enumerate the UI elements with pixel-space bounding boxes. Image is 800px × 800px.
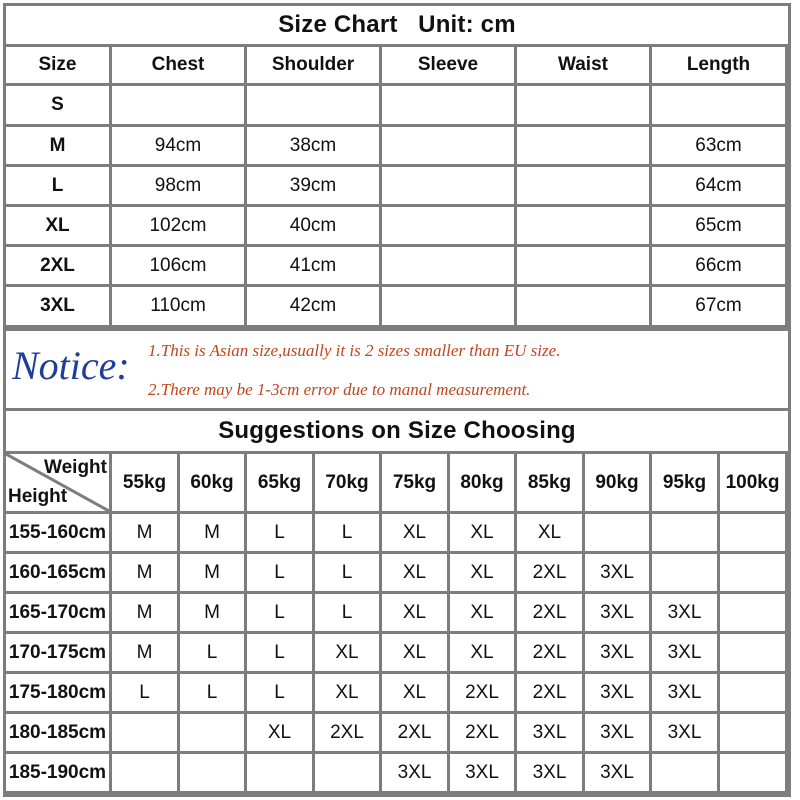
- size-value-cell: 94cm: [112, 127, 244, 164]
- suggested-size-cell: [180, 714, 244, 751]
- suggested-size-cell: 3XL: [517, 714, 582, 751]
- size-label-cell: 3XL: [6, 287, 109, 325]
- size-value-cell: [112, 86, 244, 124]
- size-header-2: Shoulder: [247, 47, 379, 83]
- suggested-size-cell: 3XL: [517, 754, 582, 791]
- size-value-cell: [517, 127, 649, 164]
- suggested-size-cell: [112, 714, 177, 751]
- suggested-size-cell: XL: [382, 554, 447, 591]
- size-value-cell: 102cm: [112, 207, 244, 244]
- height-range-cell: 185-190cm: [6, 754, 109, 791]
- size-header-0: Size: [6, 47, 109, 83]
- suggested-size-cell: L: [180, 634, 244, 671]
- suggested-size-cell: XL: [382, 514, 447, 551]
- suggested-size-cell: 3XL: [585, 634, 649, 671]
- suggested-size-cell: 3XL: [585, 554, 649, 591]
- size-value-cell: 63cm: [652, 127, 785, 164]
- suggested-size-cell: [720, 554, 785, 591]
- suggested-size-cell: 3XL: [652, 714, 717, 751]
- suggested-size-cell: 2XL: [517, 594, 582, 631]
- size-value-cell: [517, 86, 649, 124]
- suggested-size-cell: XL: [450, 514, 514, 551]
- size-header-1: Chest: [112, 47, 244, 83]
- suggested-size-cell: M: [112, 594, 177, 631]
- suggested-size-cell: XL: [450, 634, 514, 671]
- weight-header-cell: 100kg: [720, 454, 785, 511]
- suggested-size-cell: [247, 754, 312, 791]
- suggested-size-cell: 3XL: [585, 674, 649, 711]
- suggested-size-cell: [720, 714, 785, 751]
- weight-header-cell: 75kg: [382, 454, 447, 511]
- weight-header-cell: 60kg: [180, 454, 244, 511]
- suggested-size-cell: XL: [517, 514, 582, 551]
- suggested-size-cell: M: [180, 554, 244, 591]
- suggested-size-cell: [180, 754, 244, 791]
- suggested-size-cell: [720, 514, 785, 551]
- suggested-size-cell: [720, 594, 785, 631]
- size-value-cell: [382, 86, 514, 124]
- suggested-size-cell: M: [180, 514, 244, 551]
- size-value-cell: 110cm: [112, 287, 244, 325]
- size-label-cell: S: [6, 86, 109, 124]
- height-range-cell: 155-160cm: [6, 514, 109, 551]
- suggested-size-cell: [585, 514, 649, 551]
- suggested-size-cell: 2XL: [450, 714, 514, 751]
- suggested-size-cell: L: [247, 514, 312, 551]
- weight-height-corner-cell: [6, 454, 109, 511]
- size-value-cell: 64cm: [652, 167, 785, 204]
- suggested-size-cell: 2XL: [382, 714, 447, 751]
- size-value-cell: 66cm: [652, 247, 785, 284]
- size-value-cell: 106cm: [112, 247, 244, 284]
- suggested-size-cell: 3XL: [382, 754, 447, 791]
- size-value-cell: [517, 247, 649, 284]
- weight-header-cell: 70kg: [315, 454, 379, 511]
- size-value-cell: 39cm: [247, 167, 379, 204]
- suggested-size-cell: [720, 754, 785, 791]
- suggested-size-cell: 3XL: [585, 594, 649, 631]
- size-value-cell: [382, 287, 514, 325]
- size-label-cell: 2XL: [6, 247, 109, 284]
- size-value-cell: [382, 167, 514, 204]
- size-value-cell: [652, 86, 785, 124]
- size-chart-title: Size Chart Unit: cm: [6, 6, 788, 44]
- size-value-cell: 38cm: [247, 127, 379, 164]
- weight-header-cell: 95kg: [652, 454, 717, 511]
- size-value-cell: [247, 86, 379, 124]
- size-value-cell: 67cm: [652, 287, 785, 325]
- size-value-cell: 65cm: [652, 207, 785, 244]
- size-header-3: Sleeve: [382, 47, 514, 83]
- suggested-size-cell: XL: [315, 634, 379, 671]
- notice-line-2: 2.There may be 1-3cm error due to manal measurement.: [148, 380, 531, 399]
- height-axis-label: Height: [8, 486, 68, 507]
- suggested-size-cell: [652, 754, 717, 791]
- size-value-cell: [517, 167, 649, 204]
- weight-axis-label: Weight: [44, 457, 107, 478]
- height-range-cell: 160-165cm: [6, 554, 109, 591]
- suggested-size-cell: XL: [382, 594, 447, 631]
- weight-header-cell: 65kg: [247, 454, 312, 511]
- suggested-size-cell: 3XL: [652, 594, 717, 631]
- size-value-cell: [382, 127, 514, 164]
- suggested-size-cell: XL: [450, 594, 514, 631]
- suggested-size-cell: M: [112, 634, 177, 671]
- suggested-size-cell: XL: [382, 634, 447, 671]
- suggested-size-cell: M: [112, 514, 177, 551]
- size-value-cell: 42cm: [247, 287, 379, 325]
- suggested-size-cell: XL: [315, 674, 379, 711]
- size-value-cell: [517, 207, 649, 244]
- suggested-size-cell: M: [180, 594, 244, 631]
- suggestions-title: Suggestions on Size Choosing: [6, 411, 788, 451]
- suggested-size-cell: XL: [382, 674, 447, 711]
- weight-header-cell: 85kg: [517, 454, 582, 511]
- notice-line-1: 1.This is Asian size,usually it is 2 sizes smaller than EU size.: [148, 341, 561, 360]
- suggested-size-cell: L: [247, 674, 312, 711]
- suggested-size-cell: 3XL: [652, 634, 717, 671]
- suggested-size-cell: L: [315, 514, 379, 551]
- suggested-size-cell: 2XL: [517, 554, 582, 591]
- suggested-size-cell: 2XL: [517, 634, 582, 671]
- suggested-size-cell: 2XL: [450, 674, 514, 711]
- size-header-5: Length: [652, 47, 785, 83]
- weight-header-cell: 90kg: [585, 454, 649, 511]
- suggested-size-cell: 3XL: [585, 754, 649, 791]
- suggested-size-cell: XL: [247, 714, 312, 751]
- suggested-size-cell: 3XL: [450, 754, 514, 791]
- suggested-size-cell: L: [247, 594, 312, 631]
- suggested-size-cell: L: [247, 554, 312, 591]
- suggested-size-cell: [112, 754, 177, 791]
- size-value-cell: [382, 247, 514, 284]
- weight-header-cell: 80kg: [450, 454, 514, 511]
- suggested-size-cell: [315, 754, 379, 791]
- suggested-size-cell: [720, 674, 785, 711]
- suggested-size-cell: [652, 514, 717, 551]
- suggested-size-cell: L: [315, 554, 379, 591]
- suggested-size-cell: 2XL: [517, 674, 582, 711]
- size-label-cell: M: [6, 127, 109, 164]
- size-value-cell: 41cm: [247, 247, 379, 284]
- notice-label: Notice:: [12, 343, 130, 388]
- height-range-cell: 165-170cm: [6, 594, 109, 631]
- suggested-size-cell: 3XL: [652, 674, 717, 711]
- suggested-size-cell: L: [180, 674, 244, 711]
- size-value-cell: [382, 207, 514, 244]
- suggested-size-cell: L: [247, 634, 312, 671]
- suggested-size-cell: [720, 634, 785, 671]
- size-value-cell: [517, 287, 649, 325]
- size-label-cell: L: [6, 167, 109, 204]
- suggested-size-cell: L: [112, 674, 177, 711]
- size-header-4: Waist: [517, 47, 649, 83]
- weight-header-cell: 55kg: [112, 454, 177, 511]
- height-range-cell: 170-175cm: [6, 634, 109, 671]
- suggested-size-cell: 3XL: [585, 714, 649, 751]
- size-value-cell: 98cm: [112, 167, 244, 204]
- size-value-cell: 40cm: [247, 207, 379, 244]
- height-range-cell: 180-185cm: [6, 714, 109, 751]
- height-range-cell: 175-180cm: [6, 674, 109, 711]
- suggested-size-cell: L: [315, 594, 379, 631]
- suggested-size-cell: M: [112, 554, 177, 591]
- suggested-size-cell: 2XL: [315, 714, 379, 751]
- suggested-size-cell: XL: [450, 554, 514, 591]
- suggested-size-cell: [652, 554, 717, 591]
- size-label-cell: XL: [6, 207, 109, 244]
